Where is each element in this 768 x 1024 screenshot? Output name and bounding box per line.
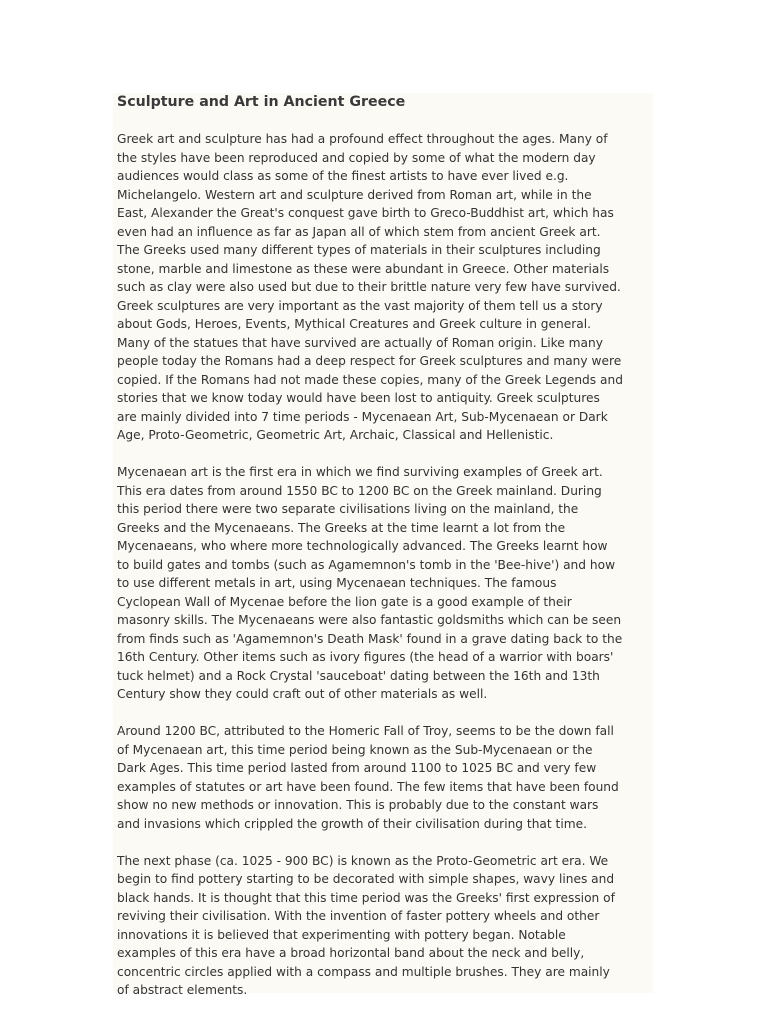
text-line: Michelangelo. Western art and sculpture derived from Roman art, while in the — [117, 187, 592, 202]
text-line: reviving their civilisation. With the invention of faster pottery wheels and other — [117, 909, 600, 923]
text-line: about Gods, Heroes, Events, Mythical Creatures and Greek culture in general. — [117, 317, 592, 331]
text-line: are mainly divided into 7 time periods - Mycenaean Art, Sub-Mycenaean or Dark — [117, 409, 608, 424]
text-line: begin to find pottery starting to be decorated with simple shapes, wavy lines and — [117, 872, 615, 886]
text-line: the styles have been reproduced and copied by some of what the modern day — [117, 150, 596, 165]
text-line: Many of the statues that have survived are actually of Roman origin. Like many — [117, 335, 603, 350]
text-line: of Mycenaean art, this time period being known as the Sub-Mycenaean or the — [117, 742, 593, 757]
text-line: Dark Ages. This time period lasted from around 1100 to 1025 BC and very few — [117, 761, 597, 775]
text-line: The next phase (ca. 1025 - 900 BC) is known as the Proto-Geometric art era. We — [117, 853, 609, 868]
document-body — [117, 130, 657, 1018]
text-line: of abstract elements. — [117, 983, 248, 997]
text-line: The Greeks used many different types of materials in their sculptures including — [117, 243, 601, 257]
text-line: Mycenaean art is the first era in which we find surviving examples of Greek art. — [117, 465, 603, 479]
text-line: examples of this era have a broad horizontal band about the neck and belly, — [117, 946, 585, 960]
text-line: from finds such as 'Agamemnon's Death Mask' found in a grave dating back to the — [117, 631, 623, 646]
text-line: tuck helmet) and a Rock Crystal 'sauceboat' dating between the 16th and 13th — [117, 668, 600, 683]
text-line: stone, marble and limestone as these were abundant in Greece. Other materials — [117, 261, 610, 276]
text-line: 16th Century. Other items such as ivory figures (the head of a warrior with boars' — [117, 650, 614, 664]
paragraph-sub-mycenaean — [117, 722, 657, 833]
text-line: to use different metals in art, using Mycenaean techniques. The famous — [117, 576, 557, 590]
text-line: Age, Proto-Geometric, Geometric Art, Archaic, Classical and Hellenistic. — [117, 428, 554, 442]
text-line: innovations it is believed that experimenting with pottery began. Notable — [117, 927, 566, 942]
document-title: Sculpture and Art in Ancient Greece — [117, 94, 406, 110]
text-line: and invasions which crippled the growth of their civilisation during that time. — [117, 816, 587, 831]
text-line: copied. If the Romans had not made these copies, many of the Greek Legends and — [117, 372, 623, 387]
text-line: show no new methods or innovation. This is probably due to the constant wars — [117, 798, 599, 812]
text-line: this period there were two separate civilisations living on the mainland, the — [117, 502, 579, 516]
text-line: masonry skills. The Mycenaeans were also fantastic goldsmiths which can be seen — [117, 613, 622, 627]
text-line: stories that we know today would have been lost to antiquity. Greek sculptures — [117, 391, 600, 405]
text-line: even had an influence as far as Japan all of which stem from ancient Greek art. — [117, 224, 601, 239]
paragraph-intro — [117, 130, 657, 445]
text-line: Greek sculptures are very important as the vast majority of them tell us a story — [117, 298, 603, 313]
text-line: to build gates and tombs (such as Agamemnon's tomb in the 'Bee-hive') and how — [117, 557, 616, 572]
text-line: black hands. It is thought that this time period was the Greeks' first expression of — [117, 890, 615, 905]
text-line: people today the Romans had a deep respect for Greek sculptures and many were — [117, 354, 622, 368]
text-line: Greek art and sculpture has had a profound effect throughout the ages. Many of — [117, 132, 608, 146]
text-line: Greeks and the Mycenaeans. The Greeks at the time learnt a lot from the — [117, 520, 566, 535]
text-line: Around 1200 BC, attributed to the Homeric Fall of Troy, seems to be the down fall — [117, 724, 614, 738]
text-line: such as clay were also used but due to their brittle nature very few have survived. — [117, 280, 621, 294]
text-line: Mycenaeans, who where more technologically advanced. The Greeks learnt how — [117, 539, 608, 553]
text-line: Cyclopean Wall of Mycenae before the lion gate is a good example of their — [117, 594, 572, 609]
text-line: concentric circles applied with a compass and multiple brushes. They are mainly — [117, 964, 610, 979]
text-line: examples of statutes or art have been found. The few items that have been found — [117, 779, 619, 794]
text-line: Century show they could craft out of other materials as well. — [117, 687, 488, 701]
paragraph-mycenaean — [117, 463, 657, 704]
text-line: audiences would class as some of the finest artists to have ever lived e.g. — [117, 169, 569, 183]
paragraph-proto-geometric — [117, 852, 657, 1000]
text-line: East, Alexander the Great's conquest gave birth to Greco-Buddhist art, which has — [117, 206, 614, 220]
text-line: This era dates from around 1550 BC to 1200 BC on the Greek mainland. During — [117, 483, 602, 498]
